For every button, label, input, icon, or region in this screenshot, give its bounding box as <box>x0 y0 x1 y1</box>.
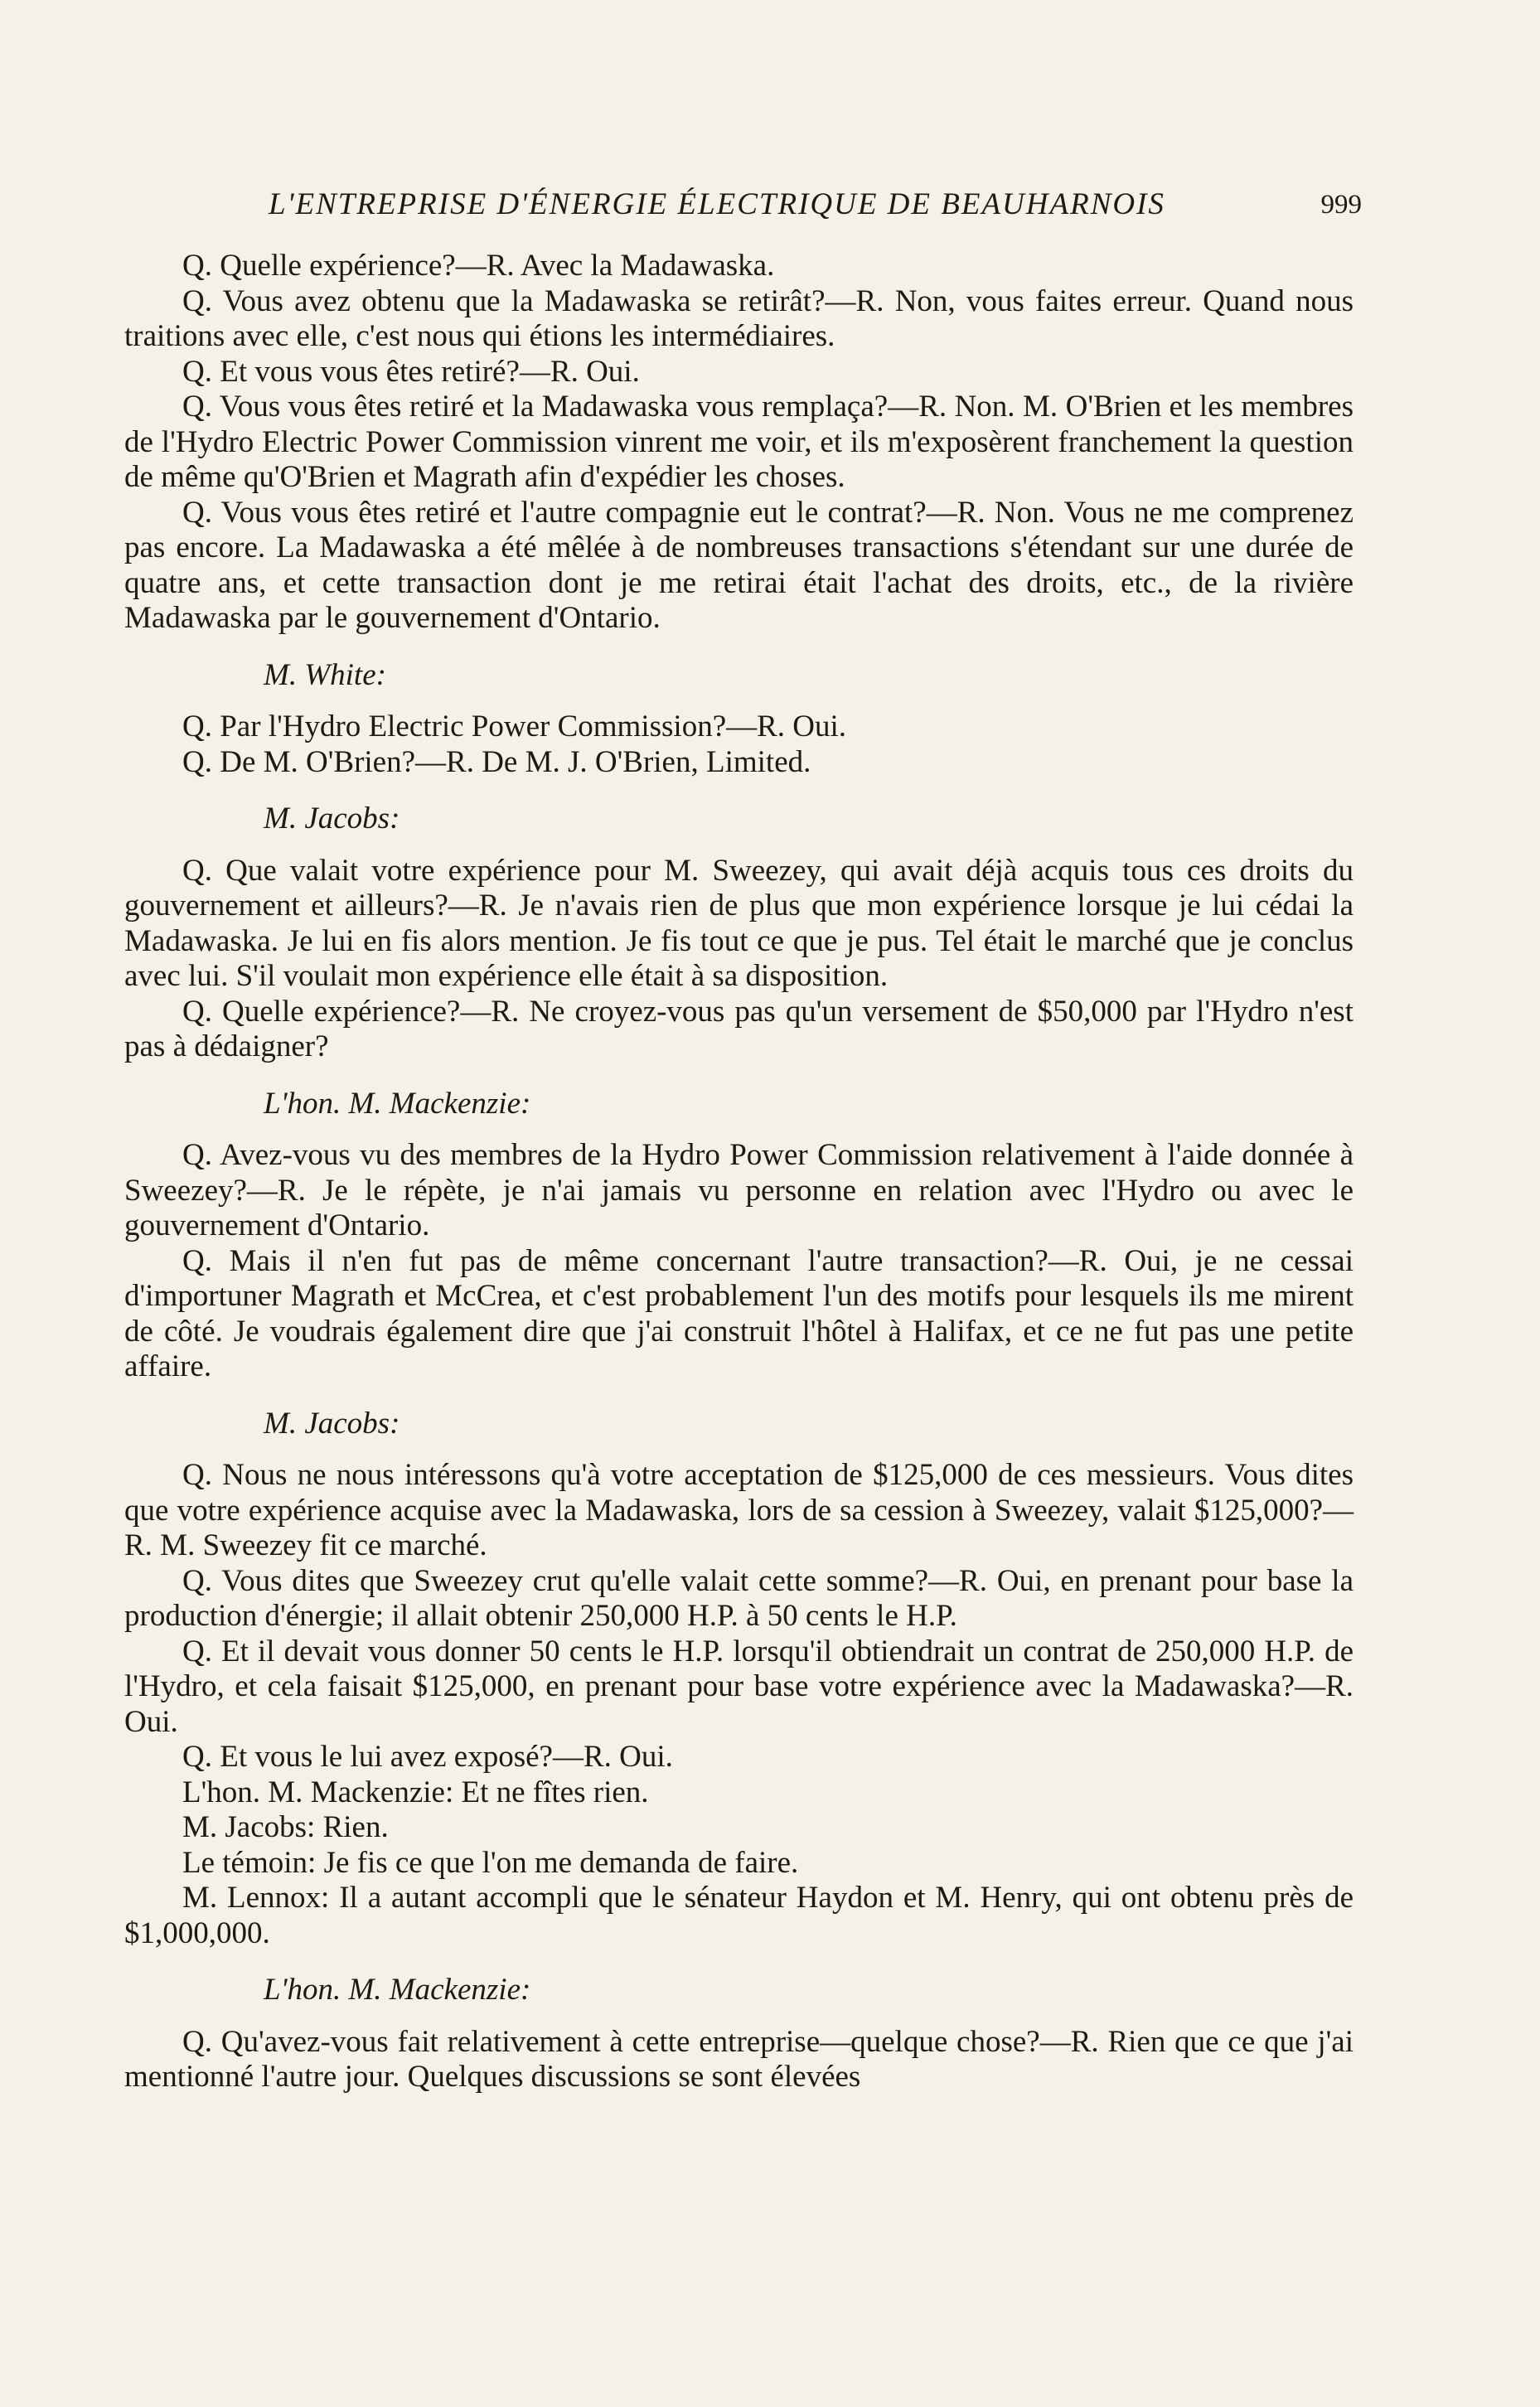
paragraph: Q. De M. O'Brien?—R. De M. J. O'Brien, Limited. <box>182 744 811 779</box>
paragraph: Le témoin: Je fis ce que l'on me demanda de faire. <box>182 1845 799 1880</box>
paragraph: Q. Vous vous êtes retiré et l'autre compagnie eut le contrat?—R. Non. Vous ne me comprenez pas encore. La Madawaska a été mêlée à de nombreuses transactions s'étendant sur une durée de quatre ans, et cette transaction dont je me retirai était l'achat des droits, etc., de la rivière Madawaska par le gouvernement d'Ontario. <box>124 495 1354 635</box>
paragraph: M. Jacobs: Rien. <box>182 1810 389 1844</box>
page-number: 999 <box>1320 190 1362 220</box>
paragraph: Q. Quelle expérience?—R. Avec la Madawaska. <box>182 249 775 283</box>
speaker-heading: M. White: <box>264 657 386 692</box>
speaker-heading: M. Jacobs: <box>264 1406 400 1441</box>
paragraph: Q. Avez-vous vu des membres de la Hydro Power Commission relativement à l'aide donnée à Sweezey?—R. Je le répète, je n'ai jamais vu personne en relation avec l'Hydro ou avec le gouvernement d'Ontario. <box>124 1138 1354 1242</box>
paragraph: L'hon. M. Mackenzie: Et ne fîtes rien. <box>182 1775 649 1809</box>
paragraph: Q. Vous dites que Sweezey crut qu'elle valait cette somme?—R. Oui, en prenant pour base la production d'énergie; il allait obtenir 250,000 H.P. à 50 cents le H.P. <box>124 1563 1354 1633</box>
paragraph: Q. Et vous le lui avez exposé?—R. Oui. <box>182 1740 673 1774</box>
paragraph: Q. Que valait votre expérience pour M. Sweezey, qui avait déjà acquis tous ces droits du gouvernement et ailleurs?—R. Je n'avais rien de plus que mon expérience lorsque je lui cédai la Madawaska. Je lui en fis alors mention. Je fis tout ce que je pus. Tel était le marché que je conclus avec lui. S'il voulait mon expérience elle était à sa disposition. <box>124 853 1354 993</box>
paragraph: Q. Mais il n'en fut pas de même concernant l'autre transaction?—R. Oui, je ne cessai d'importuner Magrath et McCrea, et c'est probablement l'un des motifs pour lesquels ils me mirent de côté. Je voudrais également dire que j'ai construit l'hôtel à Halifax, et ce ne fut pas une petite affaire. <box>124 1243 1354 1383</box>
paragraph: Q. Et vous vous êtes retiré?—R. Oui. <box>182 354 640 389</box>
running-header <box>124 186 1362 228</box>
paragraph: Q. Vous avez obtenu que la Madawaska se retirât?—R. Non, vous faites erreur. Quand nous traitions avec elle, c'est nous qui étions les intermédiaires. <box>124 283 1354 353</box>
paragraph: Q. Nous ne nous intéressons qu'à votre acceptation de $125,000 de ces messieurs. Vous dites que votre expérience acquise avec la Madawaska, lors de sa cession à Sweezey, valait $125,000?—R. M. Sweezey fit ce marché. <box>124 1458 1354 1562</box>
body-text <box>124 249 1354 2095</box>
running-title: L'ENTREPRISE D'ÉNERGIE ÉLECTRIQUE DE BEAUHARNOIS <box>269 187 1165 221</box>
paragraph: Q. Qu'avez-vous fait relativement à cette entreprise—quelque chose?—R. Rien que ce que j'ai mentionné l'autre jour. Quelques discussions se sont élevées <box>124 2024 1354 2094</box>
speaker-heading: L'hon. M. Mackenzie: <box>264 1973 531 2007</box>
paragraph: Q. Quelle expérience?—R. Ne croyez-vous pas qu'un versement de $50,000 par l'Hydro n'est pas à dédaigner? <box>124 994 1354 1063</box>
paragraph: M. Lennox: Il a autant accompli que le sénateur Haydon et M. Henry, qui ont obtenu près de $1,000,000. <box>124 1881 1354 1950</box>
speaker-heading: M. Jacobs: <box>264 802 400 835</box>
speaker-heading: L'hon. M. Mackenzie: <box>264 1086 531 1121</box>
paragraph: Q. Et il devait vous donner 50 cents le H.P. lorsqu'il obtiendrait un contrat de 250,000 H.P. de l'Hydro, et cela faisait $125,000, en prenant pour base votre expérience avec la Madawaska?—R. Oui. <box>124 1634 1354 1739</box>
paragraph: Q. Vous vous êtes retiré et la Madawaska vous remplaça?—R. Non. M. O'Brien et les membres de l'Hydro Electric Power Commission vinrent me voir, et ils m'exposèrent franchement la question de même qu'O'Brien et Magrath afin d'expédier les choses. <box>124 390 1354 494</box>
paragraph: Q. Par l'Hydro Electric Power Commission?—R. Oui. <box>182 710 847 743</box>
